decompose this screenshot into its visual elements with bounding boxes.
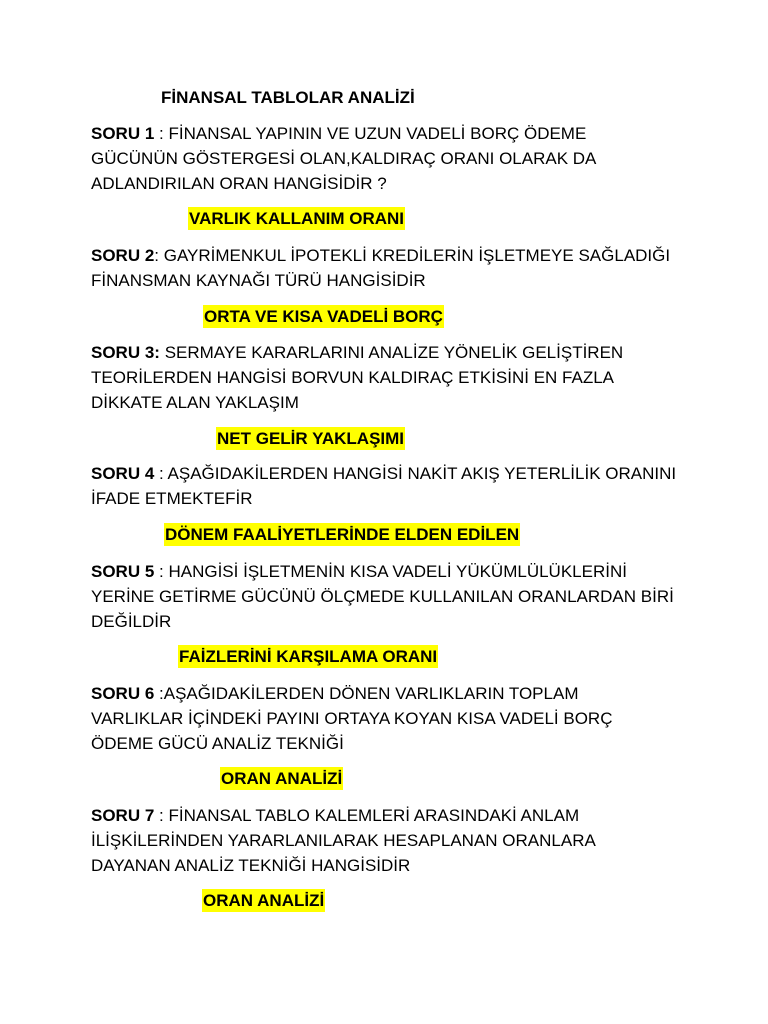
question-text: : FİNANSAL TABLO KALEMLERİ ARASINDAKİ ANLAM <box>154 806 580 825</box>
question-text: GÜCÜNÜN GÖSTERGESİ OLAN,KALDIRAÇ ORANI OLARAK DA <box>91 149 597 168</box>
question-label: SORU 2 <box>91 246 155 265</box>
question-text: VARLIKLAR İÇİNDEKİ PAYINI ORTAYA KOYAN KISA VADELİ BORÇ <box>91 709 613 728</box>
question-line <box>91 461 731 486</box>
question-text: : AŞAĞIDAKİLERDEN HANGİSİ NAKİT AKIŞ YETERLİLİK ORANINI <box>154 464 677 483</box>
document-title: FİNANSAL TABLOLAR ANALİZİ <box>161 88 415 107</box>
question-text: : FİNANSAL YAPININ VE UZUN VADELİ BORÇ ÖDEME <box>154 124 587 143</box>
question-text: DAYANAN ANALİZ TEKNİĞİ HANGİSİDİR <box>91 856 411 875</box>
question-text: :AŞAĞIDAKİLERDEN DÖNEN VARLIKLARIN TOPLAM <box>154 684 579 703</box>
question-line <box>91 559 731 584</box>
answer-6: ORAN ANALİZİ <box>221 769 343 788</box>
question-3 <box>91 340 731 415</box>
question-text: DİKKATE ALAN YAKLAŞIM <box>91 393 299 412</box>
answer-7: ORAN ANALİZİ <box>203 891 325 910</box>
question-text: : GAYRİMENKUL İPOTEKLİ KREDİLERİN İŞLETMEYE SAĞLADIĞI <box>154 246 671 265</box>
answer-2: ORTA VE KISA VADELİ BORÇ <box>204 307 443 326</box>
question-text: : HANGİSİ İŞLETMENİN KISA VADELİ YÜKÜMLÜLÜKLERİNİ <box>154 562 627 581</box>
question-7 <box>91 803 731 878</box>
question-text: YERİNE GETİRME GÜCÜNÜ ÖLÇMEDE KULLANILAN ORANLARDAN BİRİ <box>91 587 674 606</box>
answer-5: FAİZLERİNİ KARŞILAMA ORANI <box>179 647 438 666</box>
question-text: TEORİLERDEN HANGİSİ BORVUN KALDIRAÇ ETKİSİNİ EN FAZLA <box>91 368 615 387</box>
question-line <box>91 803 731 828</box>
question-text: İFADE ETMEKTEFİR <box>91 489 253 508</box>
answer-1: VARLIK KALLANIM ORANI <box>189 209 404 228</box>
question-line <box>91 681 731 706</box>
question-label: SORU 5 <box>91 562 155 581</box>
question-1 <box>91 121 731 196</box>
question-2 <box>91 243 731 293</box>
question-text: ADLANDIRILAN ORAN HANGİSİDİR ? <box>91 174 387 193</box>
question-6 <box>91 681 731 756</box>
question-label: SORU 7 <box>91 806 155 825</box>
question-label: SORU 1 <box>91 124 155 143</box>
question-line <box>91 340 731 365</box>
question-label: SORU 4 <box>91 464 155 483</box>
question-line <box>91 243 731 268</box>
answer-4: DÖNEM FAALİYETLERİNDE ELDEN EDİLEN <box>165 525 520 544</box>
question-text: DEĞİLDİR <box>91 612 172 631</box>
answer-3: NET GELİR YAKLAŞIMI <box>217 429 405 448</box>
question-text: İLİŞKİLERİNDEN YARARLANILARAK HESAPLANAN ORANLARA <box>91 831 596 850</box>
question-line <box>91 121 731 146</box>
question-text: SERMAYE KARARLARINI ANALİZE YÖNELİK GELİŞTİREN <box>159 343 624 362</box>
question-4 <box>91 461 731 511</box>
question-label: SORU 6 <box>91 684 155 703</box>
question-text: ÖDEME GÜCÜ ANALİZ TEKNİĞİ <box>91 734 344 753</box>
question-5 <box>91 559 731 634</box>
question-label: SORU 3: <box>91 343 160 362</box>
question-text: FİNANSMAN KAYNAĞI TÜRÜ HANGİSİDİR <box>91 271 426 290</box>
